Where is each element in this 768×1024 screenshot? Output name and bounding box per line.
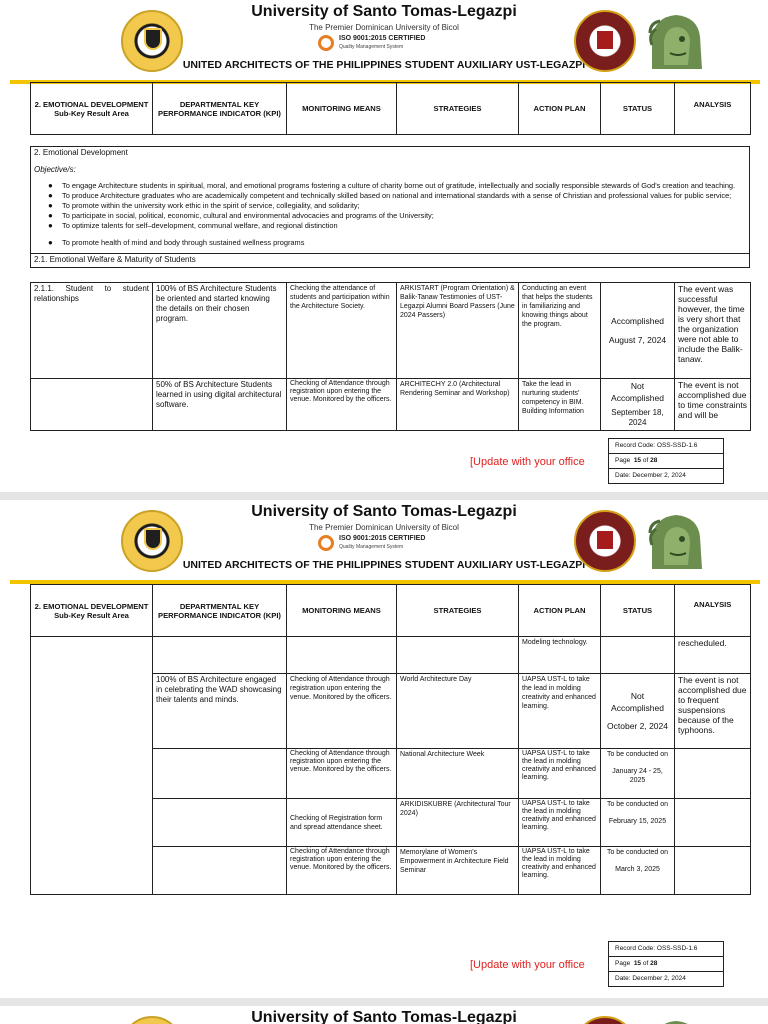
col-kra-header: 2. EMOTIONAL DEVELOPMENT Sub-Key Result Area — [31, 83, 153, 135]
action-cell: UAPSA UST-L to take the lead in molding creativity and enhanced learning. — [519, 674, 601, 749]
record-code: Record Code: OSS-SSD-1.6 — [609, 942, 724, 957]
kpi-table-page-2 — [30, 636, 751, 895]
kra-cell — [31, 637, 153, 895]
analysis-cell — [675, 799, 751, 847]
section-title: 2. Emotional Development — [34, 148, 128, 157]
analysis-cell — [675, 847, 751, 895]
monitoring-cell: Checking of Attendance through registration upon entering the venue. Monitored by the officers. — [287, 379, 397, 431]
iso-certification: ISO 9001:2015 CERTIFIED Quality Management System — [318, 534, 438, 552]
page-header — [0, 0, 768, 84]
kpi-cell — [153, 749, 287, 799]
col-strategies-header: STRATEGIES — [397, 83, 519, 135]
kpi-cell: 100% of BS Architecture Students be oriented and started knowing the details on their chosen program. — [153, 283, 287, 379]
iso-badge-icon — [318, 535, 334, 551]
monitoring-cell: Checking of Registration form and spread attendance sheet. — [287, 799, 397, 847]
subsection-title: 2.1. Emotional Welfare & Maturity of Students — [31, 253, 749, 267]
list-item: ● To promote within the university work ethic in the spirit of service, collegiality, and solidarity; — [48, 201, 749, 211]
update-office-note: [Update with your office — [470, 959, 585, 971]
col-analysis-header: ANALYSIS — [675, 585, 751, 637]
col-monitoring-header: MONITORING MEANS — [287, 585, 397, 637]
college-seal-logo — [574, 10, 636, 72]
strategy-cell: ARKIDISKUBRE (Architectural Tour 2024) — [397, 799, 519, 847]
status-date: September 18, 2024 — [611, 408, 664, 427]
document-page-1 — [0, 0, 768, 492]
action-cell: UAPSA UST-L to take the lead in molding creativity and enhanced learning. — [519, 847, 601, 895]
status-text: To be conducted on — [606, 849, 669, 856]
kpi-cell: 50% of BS Architecture Students learned in using digital architectural software. — [153, 379, 287, 431]
page-number: Page 15 of 28 — [609, 957, 724, 972]
page-header — [0, 1006, 768, 1024]
page-header — [0, 500, 768, 584]
kpi-table-page-1 — [30, 282, 751, 431]
list-item: ● To engage Architecture students in spiritual, moral, and emotional programs fostering a culture of charity borne out of gratitude, intellectually and socially responsible stewards of God's creation and teaching. — [48, 181, 749, 191]
objectives-section — [30, 146, 750, 268]
table-row — [31, 637, 751, 674]
document-page-3 — [0, 1006, 768, 1024]
kpi-cell: 100% of BS Architecture engaged in celebrating the WAD showcasing their talents and minds. — [153, 674, 287, 749]
status-date: August 7, 2024 — [608, 335, 667, 345]
record-date: Date: December 2, 2024 — [609, 972, 724, 987]
status-cell — [601, 847, 675, 895]
monitoring-cell: Checking the attendance of students and participation within the Architecture Society. — [287, 283, 397, 379]
analysis-cell: The event is not accomplished due to time constraints and will be — [675, 379, 751, 431]
status-cell — [601, 749, 675, 799]
list-item: ● To participate in social, political, economic, cultural and environmental advocacies and programs of the University; — [48, 211, 749, 221]
status-cell — [601, 799, 675, 847]
status-text: Not Accomplished — [611, 381, 664, 403]
action-cell: UAPSA UST-L to take the lead in molding creativity and enhanced learning. — [519, 799, 601, 847]
kra-cell — [31, 379, 153, 431]
col-action-header: ACTION PLAN — [519, 83, 601, 135]
lion-mascot-logo — [642, 1015, 710, 1024]
status-date: January 24 - 25, 2025 — [612, 768, 663, 784]
kpi-cell — [153, 799, 287, 847]
strategy-cell: World Architecture Day — [397, 674, 519, 749]
document-page-2 — [0, 500, 768, 998]
strategy-cell: ARCHITECHY 2.0 (Architectural Rendering Seminar and Workshop) — [397, 379, 519, 431]
status-cell — [601, 283, 675, 379]
strategy-cell: National Architecture Week — [397, 749, 519, 799]
record-date: Date: December 2, 2024 — [609, 469, 724, 484]
list-item: ● To produce Architecture graduates who are academically competent and technically skilled based on national and international standards with a sense of Christian and professional values for public service; — [48, 191, 749, 201]
status-text: Not Accomplished — [611, 691, 664, 713]
list-item: ● To promote health of mind and body through sustained wellness programs — [48, 238, 749, 248]
status-cell — [601, 379, 675, 431]
university-seal-logo — [121, 1016, 183, 1024]
col-kra-header: 2. EMOTIONAL DEVELOPMENT Sub-Key Result Area — [31, 585, 153, 637]
strategy-cell — [397, 637, 519, 674]
strategy-cell: Memorylane of Women's Empowerment in Architecture Field Seminar — [397, 847, 519, 895]
iso-certification: ISO 9001:2015 CERTIFIED Quality Management System — [318, 34, 438, 52]
lion-mascot-logo — [642, 509, 710, 573]
list-item: ● To optimize talents for self–development, communal welfare, and regional distinction — [48, 221, 749, 231]
strategy-cell: ARKISTART (Program Orientation) & Balik-Tanaw Testimonies of UST-Legazpi Alumni Board Passers (June 2024 Passers) — [397, 283, 519, 379]
kpi-cell — [153, 637, 287, 674]
col-monitoring-header: MONITORING MEANS — [287, 83, 397, 135]
objectives-list — [31, 181, 749, 248]
action-cell: Modeling technology. — [519, 637, 601, 674]
analysis-cell: The event was successful however, the time is very short that the organization were not able to include the Balik-tanaw. — [675, 283, 751, 379]
record-code-box — [608, 438, 724, 484]
college-seal-logo — [574, 510, 636, 572]
status-text: To be conducted on — [606, 801, 669, 808]
col-status-header: STATUS — [601, 585, 675, 637]
col-kpi-header: DEPARTMENTAL KEY PERFORMANCE INDICATOR (KPI) — [153, 83, 287, 135]
lion-mascot-logo — [642, 9, 710, 73]
table-row — [31, 283, 751, 379]
college-seal-logo — [574, 1016, 636, 1024]
organization-name: UNITED ARCHITECTS OF THE PHILIPPINES STUDENT AUXILIARY UST-LEGAZPI — [182, 559, 586, 571]
col-analysis-header: ANALYSIS — [675, 83, 751, 135]
table-row — [31, 379, 751, 431]
objectives-label: Objective/s: — [34, 165, 76, 174]
action-cell: UAPSA UST-L to take the lead in molding creativity and enhanced learning. — [519, 749, 601, 799]
kra-cell: 2.1.1. Student to student relationships — [31, 283, 153, 379]
page-number: Page 15 of 28 — [609, 454, 724, 469]
university-name: University of Santo Tomas-Legazpi — [251, 1009, 517, 1024]
status-date: March 3, 2025 — [615, 866, 660, 873]
action-cell: Conducting an event that helps the students in familiarizing and knowing things about the program. — [519, 283, 601, 379]
col-status-header: STATUS — [601, 83, 675, 135]
status-cell — [601, 637, 675, 674]
col-kpi-header: DEPARTMENTAL KEY PERFORMANCE INDICATOR (KPI) — [153, 585, 287, 637]
analysis-cell — [675, 749, 751, 799]
kpi-cell — [153, 847, 287, 895]
monitoring-cell — [287, 637, 397, 674]
university-tagline: The Premier Dominican University of Bicol — [309, 523, 459, 532]
status-cell — [601, 674, 675, 749]
col-strategies-header: STRATEGIES — [397, 585, 519, 637]
status-date: February 15, 2025 — [608, 818, 667, 825]
status-text: To be conducted on — [606, 751, 669, 758]
organization-name: UNITED ARCHITECTS OF THE PHILIPPINES STUDENT AUXILIARY UST-LEGAZPI — [182, 59, 586, 71]
status-date: October 2, 2024 — [607, 721, 668, 731]
update-office-note: [Update with your office — [470, 456, 585, 468]
iso-badge-icon — [318, 35, 334, 51]
column-header-table — [30, 82, 751, 135]
monitoring-cell: Checking of Attendance through registration upon entering the venue. Monitored by the officers. — [287, 847, 397, 895]
analysis-cell: rescheduled. — [675, 637, 751, 674]
status-text: Accomplished — [611, 316, 664, 326]
monitoring-cell: Checking of Attendance through registration upon entering the venue. Monitored by the officers. — [287, 749, 397, 799]
action-cell: Take the lead in nurturing students' competency in BIM. Building Information — [519, 379, 601, 431]
record-code: Record Code: OSS-SSD-1.6 — [609, 439, 724, 454]
university-name: University of Santo Tomas-Legazpi — [251, 503, 517, 520]
analysis-cell: The event is not accomplished due to frequent suspensions because of the typhoons. — [675, 674, 751, 749]
column-header-table — [30, 584, 751, 637]
monitoring-cell: Checking of Attendance through registration upon entering the venue. Monitored by the officers. — [287, 674, 397, 749]
col-action-header: ACTION PLAN — [519, 585, 601, 637]
university-tagline: The Premier Dominican University of Bicol — [309, 23, 459, 32]
university-name: University of Santo Tomas-Legazpi — [251, 3, 517, 20]
record-code-box — [608, 941, 724, 987]
